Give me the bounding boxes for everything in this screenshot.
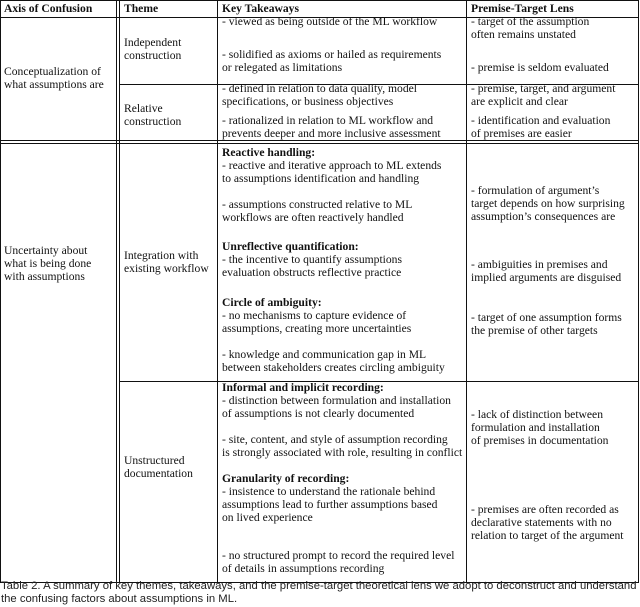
lens-item: - premise is seldom evaluated bbox=[471, 61, 609, 74]
takeaway-item: - viewed as being outside of the ML workflow bbox=[222, 15, 438, 28]
theme-cell: Integration with existing workflow bbox=[124, 249, 209, 275]
takeaway-item: - rationalized in relation to ML workflow and prevents deeper and more inclusive assessment bbox=[222, 114, 441, 140]
theme-cell: Unstructured documentation bbox=[124, 454, 193, 480]
column-divider bbox=[466, 0, 467, 583]
section-divider bbox=[0, 143, 639, 144]
takeaway-heading: Granularity of recording: bbox=[222, 472, 350, 485]
takeaway-heading: Reactive handling: bbox=[222, 146, 316, 159]
lens-item: - premises are often recorded as declarative statements with no relation to target of the argument bbox=[471, 503, 624, 542]
axis-cell: Uncertainty about what is being done with assumptions bbox=[4, 244, 92, 283]
lens-item: - lack of distinction between formulation and installation of premises in documentation bbox=[471, 408, 609, 447]
takeaway-item: - insistence to understand the rationale behind assumptions lead to further assumptions based on lived experience bbox=[222, 485, 438, 524]
takeaway-item: - solidified as axioms or hailed as requirements or relegated as limitations bbox=[222, 48, 442, 74]
table-border-right bbox=[638, 0, 639, 583]
takeaway-item: - no mechanisms to capture evidence of assumptions, creating more uncertainties bbox=[222, 309, 412, 335]
column-divider bbox=[116, 0, 117, 583]
theme-cell: Independent construction bbox=[124, 36, 182, 62]
header-axis: Axis of Confusion bbox=[4, 2, 93, 15]
table-border-top bbox=[0, 0, 639, 1]
header-takeaways: Key Takeaways bbox=[222, 2, 299, 15]
lens-item: - formulation of argument’s target depends on how surprising assumption’s consequences are bbox=[471, 184, 625, 223]
header-lens: Premise-Target Lens bbox=[471, 2, 574, 15]
takeaway-item: - site, content, and style of assumption recording is strongly associated with role, resulting in conflict bbox=[222, 433, 463, 459]
takeaway-item: - reactive and iterative approach to ML extends to assumptions identification and handling bbox=[222, 159, 442, 185]
takeaway-heading: Unreflective quantification: bbox=[222, 240, 359, 253]
takeaway-item: - no structured prompt to record the required level of details in assumptions recording bbox=[222, 549, 455, 575]
header-theme: Theme bbox=[124, 2, 159, 15]
takeaway-item: - assumptions constructed relative to ML workflows are often reactively handled bbox=[222, 198, 413, 224]
column-divider bbox=[119, 0, 120, 583]
takeaway-item: - defined in relation to data quality, model specifications, or business objectives bbox=[222, 82, 417, 108]
takeaway-item: - the incentive to quantify assumptions evaluation obstructs reflective practice bbox=[222, 253, 402, 279]
lens-item: - identification and evaluation of premises are easier bbox=[471, 114, 611, 140]
takeaway-item: - distinction between formulation and installation of assumptions is not clearly documented bbox=[222, 394, 451, 420]
takeaway-heading: Circle of ambiguity: bbox=[222, 296, 322, 309]
table-caption: Table 2. A summary of key themes, takeaways, and the premise-target theoretical lens we adopt to deconstruct and understand the confusing factors about assumptions in ML. bbox=[1, 580, 637, 605]
column-divider bbox=[217, 0, 218, 583]
lens-item: - ambiguities in premises and implied arguments are disguised bbox=[471, 258, 622, 284]
lens-item: - target of one assumption forms the premise of other targets bbox=[471, 311, 622, 337]
axis-cell: Conceptualization of what assumptions are bbox=[4, 65, 104, 91]
lens-item: - premise, target, and argument are explicit and clear bbox=[471, 82, 616, 108]
takeaway-item: - knowledge and communication gap in ML between stakeholders creates circling ambiguity bbox=[222, 348, 445, 374]
lens-item: - target of the assumption often remains unstated bbox=[471, 15, 590, 41]
theme-cell: Relative construction bbox=[124, 102, 182, 128]
section-divider bbox=[0, 140, 639, 141]
table-border-left bbox=[0, 0, 1, 583]
takeaway-heading: Informal and implicit recording: bbox=[222, 381, 384, 394]
